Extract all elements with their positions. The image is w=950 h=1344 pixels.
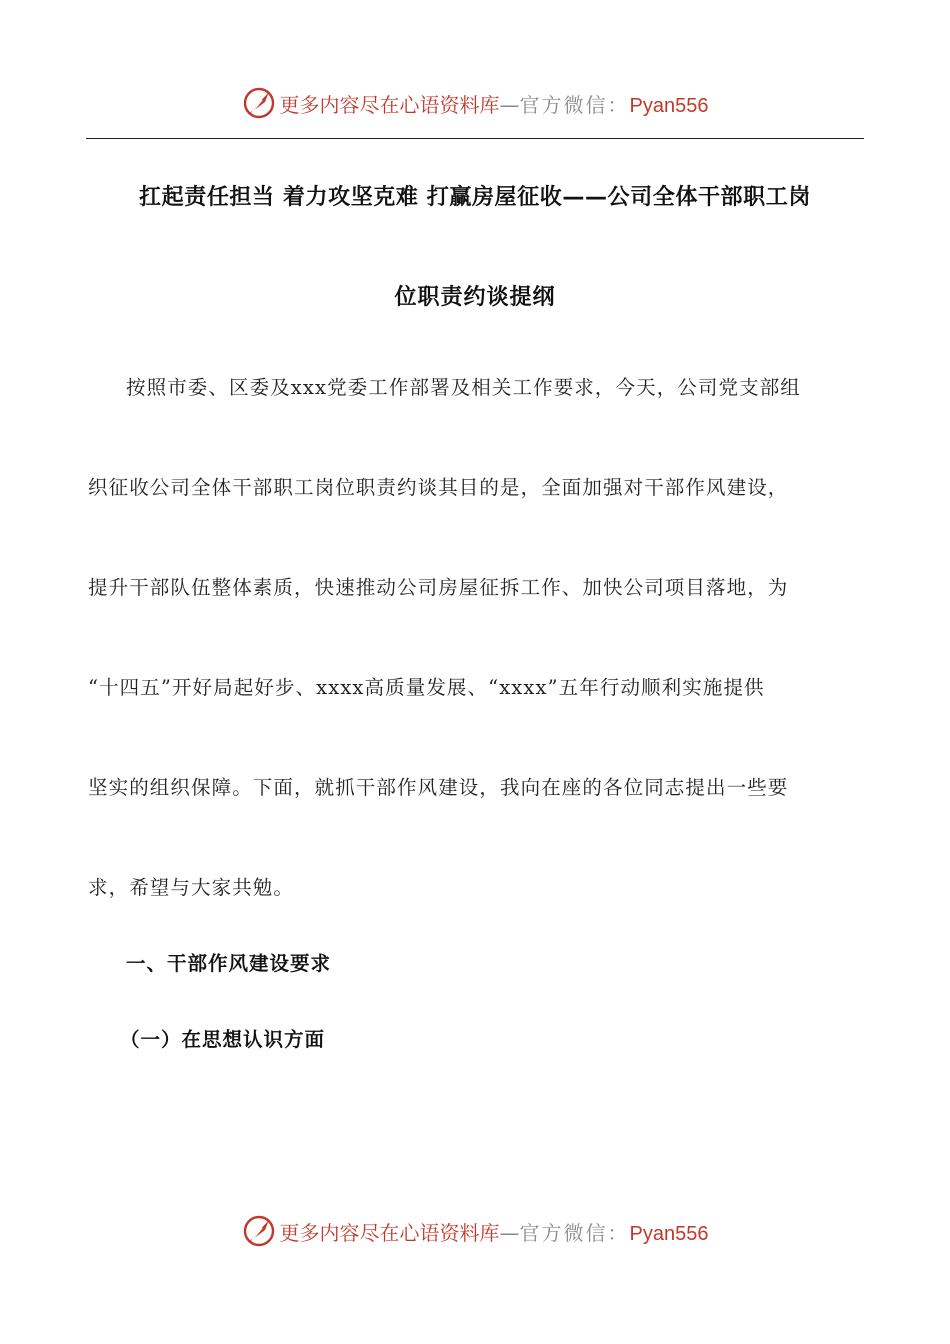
document-title-line-2: 位职责约谈提纲 [394, 285, 556, 310]
banner-wechat-label: 官方微信： [519, 92, 630, 117]
header-banner [0, 83, 950, 123]
paragraph-line: 按照市委、区委及xxx党委工作部署及相关工作要求，今天，公司党支部组 [126, 376, 801, 399]
paragraph-line: 坚实的组织保障。下面，就抓干部作风建设，我向在座的各位同志提出一些要 [88, 776, 789, 799]
banner-text [280, 89, 709, 118]
paragraph-line: 提升干部队伍整体素质，快速推动公司房屋征拆工作、加快公司项目落地，为 [88, 576, 789, 599]
banner-brand: 更多内容尽在心语资料库 [279, 1220, 500, 1245]
banner-dash: — [499, 92, 520, 117]
subsection-heading: （一）在思想认识方面 [120, 1028, 326, 1051]
header-divider [86, 138, 864, 139]
quill-pen-circle-icon [242, 86, 276, 120]
banner-brand: 更多内容尽在心语资料库 [279, 92, 500, 117]
footer-banner [0, 1211, 950, 1251]
section-heading: 一、干部作风建设要求 [126, 952, 332, 975]
document-title-line-1: 扛起责任担当 着力攻坚克难 打赢房屋征收——公司全体干部职工岗 [139, 185, 811, 210]
quill-pen-circle-icon [242, 1214, 276, 1248]
banner-wechat-id: Pyan556 [629, 1222, 709, 1245]
paragraph-line: 求，希望与大家共勉。 [88, 876, 295, 899]
banner-wechat-label: 官方微信： [519, 1220, 630, 1245]
banner-dash: — [499, 1220, 520, 1245]
banner-text [280, 1217, 709, 1246]
banner-wechat-id: Pyan556 [629, 94, 709, 117]
paragraph-line: 织征收公司全体干部职工岗位职责约谈其目的是，全面加强对干部作风建设， [88, 476, 789, 499]
paragraph-line: “十四五”开好局起好步、xxxx高质量发展、“xxxx”五年行动顺利实施提供 [88, 676, 765, 699]
